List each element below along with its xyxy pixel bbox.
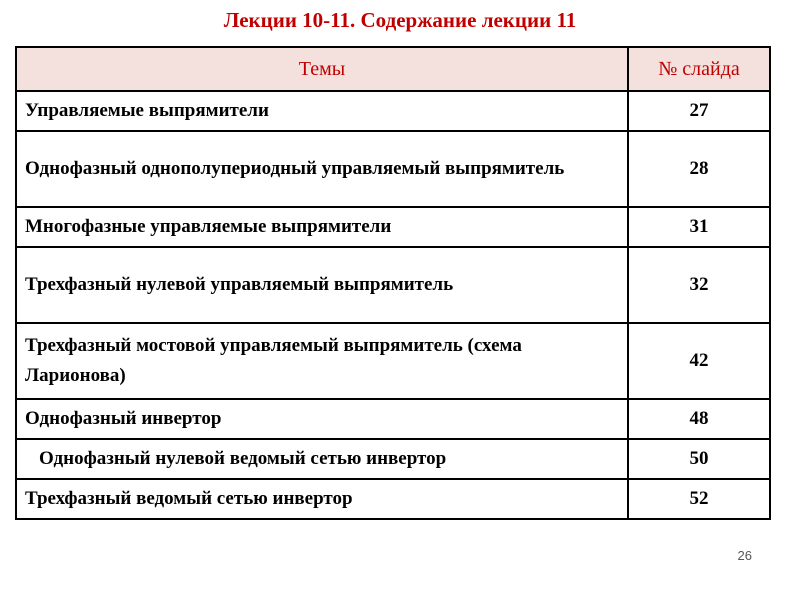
topic-cell: Однофазный инвертор — [16, 399, 628, 439]
topic-cell: Трехфазный мостовой управляемый выпрямитель (схема Ларионова) — [16, 323, 628, 399]
slide-number-cell: 42 — [628, 323, 770, 399]
page-number: 26 — [737, 548, 752, 563]
table-row — [16, 323, 770, 399]
header-slide-number: № слайда — [628, 47, 770, 91]
slide-number-cell: 28 — [628, 131, 770, 207]
table-row — [16, 247, 770, 323]
slide-number-cell: 48 — [628, 399, 770, 439]
table-header-row — [16, 47, 770, 91]
topic-cell: Однофазный нулевой ведомый сетью инвертор — [16, 439, 628, 479]
topic-cell: Трехфазный нулевой управляемый выпрямитель — [16, 247, 628, 323]
slide-number-cell: 27 — [628, 91, 770, 131]
table-row — [16, 91, 770, 131]
table-row — [16, 439, 770, 479]
slide-number-cell: 50 — [628, 439, 770, 479]
table-row — [16, 131, 770, 207]
topic-cell: Многофазные управляемые выпрямители — [16, 207, 628, 247]
table-row — [16, 479, 770, 519]
topic-cell: Трехфазный ведомый сетью инвертор — [16, 479, 628, 519]
table-row — [16, 399, 770, 439]
topic-cell: Однофазный однополупериодный управляемый выпрямитель — [16, 131, 628, 207]
header-topics: Темы — [16, 47, 628, 91]
slide-number-cell: 52 — [628, 479, 770, 519]
topic-cell: Управляемые выпрямители — [16, 91, 628, 131]
slide-title: Лекции 10-11. Содержание лекции 11 — [223, 8, 577, 32]
slide-number-cell: 31 — [628, 207, 770, 247]
table-row — [16, 207, 770, 247]
contents-table — [15, 46, 771, 520]
slide-number-cell: 32 — [628, 247, 770, 323]
